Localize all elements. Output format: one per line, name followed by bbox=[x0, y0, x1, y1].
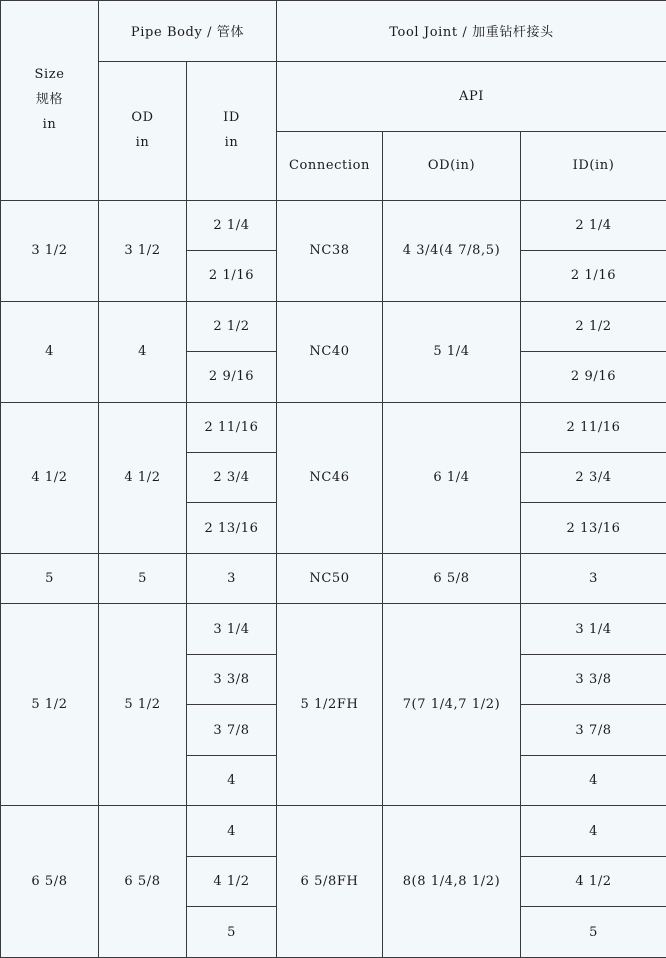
cell-pipe-id: 5 bbox=[187, 907, 277, 958]
cell-tj-od: 5 1/4 bbox=[383, 301, 521, 402]
header-pipe-od-line-1: OD bbox=[131, 109, 154, 125]
cell-tj-od: 6 1/4 bbox=[383, 402, 521, 553]
header-tool-joint: Tool Joint / 加重钻杆接头 bbox=[277, 1, 666, 62]
cell-tj-id: 2 3/4 bbox=[521, 452, 666, 502]
cell-tj-id: 2 11/16 bbox=[521, 402, 666, 452]
cell-tj-id: 3 7/8 bbox=[521, 705, 666, 755]
table-header-row-1 bbox=[1, 1, 666, 62]
header-pipe-od-line-2: in bbox=[135, 134, 150, 150]
cell-connection: 6 5/8FH bbox=[277, 806, 383, 958]
header-connection: Connection bbox=[277, 131, 383, 200]
cell-tj-od: 7(7 1/4,7 1/2) bbox=[383, 604, 521, 806]
cell-pipe-id: 4 1/2 bbox=[187, 856, 277, 906]
cell-pipe-id: 2 11/16 bbox=[187, 402, 277, 452]
cell-tj-id: 4 bbox=[521, 806, 666, 856]
cell-tj-id: 3 3/8 bbox=[521, 654, 666, 704]
cell-pipe-id: 2 1/2 bbox=[187, 301, 277, 351]
table-header-row-2 bbox=[1, 61, 666, 131]
cell-connection: NC50 bbox=[277, 553, 383, 603]
cell-pipe-od: 3 1/2 bbox=[99, 200, 187, 301]
header-pipe-id bbox=[187, 61, 277, 200]
cell-connection: NC40 bbox=[277, 301, 383, 402]
cell-connection: 5 1/2FH bbox=[277, 604, 383, 806]
cell-tj-id: 2 9/16 bbox=[521, 352, 666, 402]
cell-pipe-id: 2 9/16 bbox=[187, 352, 277, 402]
cell-size: 6 5/8 bbox=[1, 806, 99, 958]
header-pipe-body: Pipe Body / 管体 bbox=[99, 1, 277, 62]
cell-pipe-id: 3 7/8 bbox=[187, 705, 277, 755]
table-row bbox=[1, 604, 666, 654]
cell-pipe-id: 2 1/16 bbox=[187, 251, 277, 301]
cell-tj-id: 2 1/16 bbox=[521, 251, 666, 301]
table-row bbox=[1, 553, 666, 603]
header-size bbox=[1, 1, 99, 201]
cell-size: 5 1/2 bbox=[1, 604, 99, 806]
cell-pipe-id: 2 3/4 bbox=[187, 452, 277, 502]
cell-tj-od: 8(8 1/4,8 1/2) bbox=[383, 806, 521, 958]
cell-pipe-od: 5 1/2 bbox=[99, 604, 187, 806]
header-tj-od: OD(in) bbox=[383, 131, 521, 200]
cell-pipe-od: 4 1/2 bbox=[99, 402, 187, 553]
cell-size: 4 bbox=[1, 301, 99, 402]
cell-tj-id: 2 1/2 bbox=[521, 301, 666, 351]
cell-size: 4 1/2 bbox=[1, 402, 99, 553]
header-pipe-od bbox=[99, 61, 187, 200]
cell-tj-id: 3 1/4 bbox=[521, 604, 666, 654]
header-tj-id: ID(in) bbox=[521, 131, 666, 200]
cell-tj-id: 5 bbox=[521, 907, 666, 958]
table-row bbox=[1, 200, 666, 250]
cell-pipe-id: 3 3/8 bbox=[187, 654, 277, 704]
cell-size: 5 bbox=[1, 553, 99, 603]
cell-size: 3 1/2 bbox=[1, 200, 99, 301]
cell-pipe-id: 3 bbox=[187, 553, 277, 603]
table-row bbox=[1, 402, 666, 452]
cell-pipe-od: 4 bbox=[99, 301, 187, 402]
cell-connection: NC46 bbox=[277, 402, 383, 553]
header-size-line-1: Size bbox=[34, 67, 65, 83]
cell-tj-od: 4 3/4(4 7/8,5) bbox=[383, 200, 521, 301]
header-size-line-2: 规格 bbox=[35, 91, 64, 107]
header-api: API bbox=[277, 61, 666, 131]
cell-tj-id: 4 bbox=[521, 755, 666, 805]
cell-tj-od: 6 5/8 bbox=[383, 553, 521, 603]
cell-tj-id: 3 bbox=[521, 553, 666, 603]
header-pipe-id-line-1: ID bbox=[223, 109, 240, 125]
cell-tj-id: 2 1/4 bbox=[521, 200, 666, 250]
cell-pipe-id: 2 13/16 bbox=[187, 503, 277, 553]
header-pipe-id-line-2: in bbox=[224, 134, 239, 150]
header-size-line-3: in bbox=[42, 116, 57, 132]
cell-pipe-od: 5 bbox=[99, 553, 187, 603]
cell-pipe-id: 3 1/4 bbox=[187, 604, 277, 654]
cell-tj-id: 4 1/2 bbox=[521, 856, 666, 906]
cell-pipe-id: 4 bbox=[187, 755, 277, 805]
table-row bbox=[1, 806, 666, 856]
cell-pipe-id: 2 1/4 bbox=[187, 200, 277, 250]
cell-tj-id: 2 13/16 bbox=[521, 503, 666, 553]
table-row bbox=[1, 301, 666, 351]
cell-pipe-od: 6 5/8 bbox=[99, 806, 187, 958]
cell-connection: NC38 bbox=[277, 200, 383, 301]
cell-pipe-id: 4 bbox=[187, 806, 277, 856]
